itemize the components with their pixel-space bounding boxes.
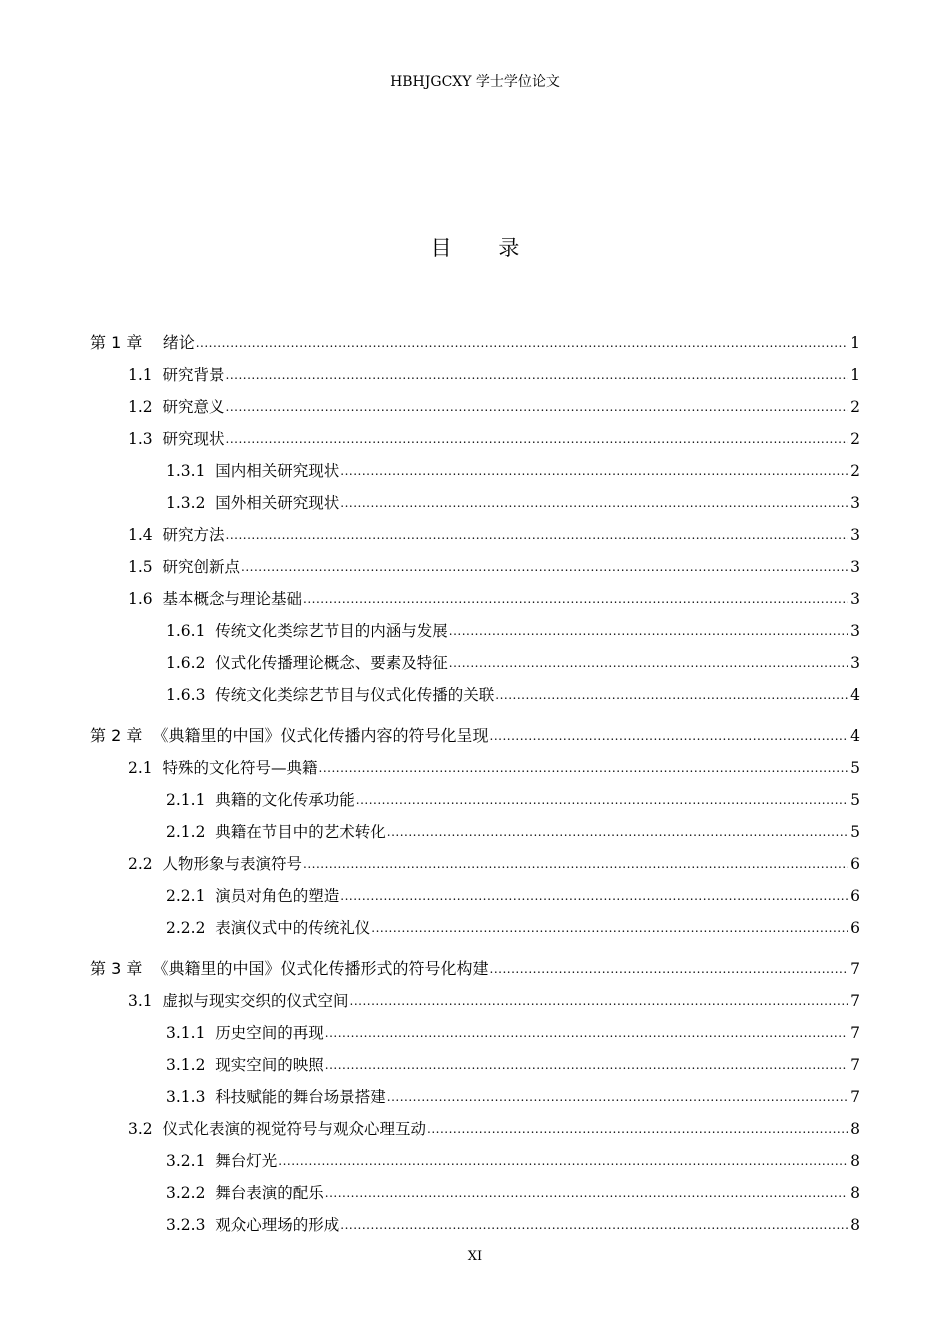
toc-leader-dots (371, 919, 848, 939)
toc-leader-dots (325, 1024, 848, 1044)
toc-entry-1-6-1[interactable] (166, 616, 860, 642)
toc-entry-page: 5 (850, 791, 860, 809)
page-header: HBHJGCXY 学士学位论文 (390, 74, 560, 90)
toc-entry-label: 2.2.1 演员对角色的塑造 (166, 887, 340, 905)
toc-entry-page: 7 (850, 1088, 860, 1106)
toc-entry-label: 1.6.3 传统文化类综艺节目与仪式化传播的关联 (166, 686, 495, 704)
toc-entry-2-2-2[interactable] (166, 913, 860, 939)
toc-entry-1-6-3[interactable] (166, 680, 860, 706)
toc-entry-label: 2.1.2 典籍在节目中的艺术转化 (166, 823, 386, 841)
toc-entry-page: 3 (850, 590, 860, 608)
toc-entry-page: 8 (850, 1152, 860, 1170)
toc-entry-label: 第 2 章 《典籍里的中国》仪式化传播内容的符号化呈现 (90, 726, 489, 745)
toc-entry-label: 3.2 仪式化表演的视觉符号与观众心理互动 (128, 1120, 427, 1138)
toc-entry-label: 1.3.1 国内相关研究现状 (166, 462, 340, 480)
toc-entry-3-1[interactable] (128, 986, 860, 1012)
toc-entry-label: 1.3 研究现状 (128, 430, 225, 448)
toc-entry-label: 1.6.2 仪式化传播理论概念、要素及特征 (166, 654, 448, 672)
toc-leader-dots (387, 1088, 848, 1108)
toc-entry-label: 第 3 章 《典籍里的中国》仪式化传播形式的符号化构建 (90, 959, 489, 978)
toc-leader-dots (356, 791, 848, 811)
toc-leader-dots (226, 398, 849, 418)
toc-entry-label: 1.6.1 传统文化类综艺节目的内涵与发展 (166, 622, 448, 640)
toc-entry-page: 7 (850, 1024, 860, 1042)
toc-leader-dots (278, 1152, 848, 1172)
toc-entry-page: 4 (850, 727, 860, 745)
toc-leader-dots (325, 1184, 848, 1204)
toc-leader-dots (241, 558, 848, 578)
toc-entry-1-1[interactable] (128, 360, 860, 386)
toc-entry-page: 6 (850, 919, 860, 937)
toc-leader-dots (340, 494, 848, 514)
toc-entry-page: 5 (850, 759, 860, 777)
toc-entry-label: 3.2.3 观众心理场的形成 (166, 1216, 340, 1234)
toc-entry-page: 7 (850, 960, 860, 978)
toc-entry-chapter-1[interactable] (90, 328, 860, 354)
toc-entry-label: 3.1.3 科技赋能的舞台场景搭建 (166, 1088, 386, 1106)
toc-leader-dots (196, 334, 848, 354)
toc-entry-1-3[interactable] (128, 424, 860, 450)
toc-entry-3-1-2[interactable] (166, 1050, 860, 1076)
toc-entry-3-2-3[interactable] (166, 1210, 860, 1236)
toc-leader-dots (226, 526, 849, 546)
toc-entry-page: 2 (850, 430, 860, 448)
toc-entry-1-6-2[interactable] (166, 648, 860, 674)
toc-entry-label: 1.6 基本概念与理论基础 (128, 590, 303, 608)
toc-entry-page: 7 (850, 992, 860, 1010)
toc-entry-label: 1.4 研究方法 (128, 526, 225, 544)
toc-entry-3-2-2[interactable] (166, 1178, 860, 1204)
toc-entry-1-3-2[interactable] (166, 488, 860, 514)
toc-entry-page: 6 (850, 887, 860, 905)
toc-leader-dots (303, 590, 848, 610)
toc-leader-dots (340, 1216, 848, 1236)
toc-leader-dots (387, 823, 848, 843)
toc-entry-label: 1.2 研究意义 (128, 398, 225, 416)
toc-entry-label: 3.2.2 舞台表演的配乐 (166, 1184, 324, 1202)
toc-entry-page: 7 (850, 1056, 860, 1074)
toc-entry-page: 6 (850, 855, 860, 873)
toc-entry-page: 3 (850, 558, 860, 576)
toc-entry-chapter-3[interactable] (90, 954, 860, 980)
toc-entry-1-4[interactable] (128, 520, 860, 546)
toc-title: 目 录 (430, 236, 540, 260)
toc-entry-2-2-1[interactable] (166, 881, 860, 907)
toc-entry-2-1-2[interactable] (166, 817, 860, 843)
toc-entry-label: 3.1.1 历史空间的再现 (166, 1024, 324, 1042)
toc-entry-1-6[interactable] (128, 584, 860, 610)
toc-entry-label: 第 1 章 绪论 (90, 333, 195, 352)
toc-entry-label: 2.1.1 典籍的文化传承功能 (166, 791, 355, 809)
toc-entry-page: 5 (850, 823, 860, 841)
toc-entry-page: 2 (850, 462, 860, 480)
toc-entry-label: 3.1 虚拟与现实交织的仪式空间 (128, 992, 349, 1010)
page-number: XI (467, 1249, 483, 1264)
toc-leader-dots (303, 855, 848, 875)
toc-entry-1-3-1[interactable] (166, 456, 860, 482)
toc-entry-page: 3 (850, 622, 860, 640)
toc-entry-page: 3 (850, 526, 860, 544)
toc-leader-dots (325, 1056, 848, 1076)
toc-entry-2-2[interactable] (128, 849, 860, 875)
toc-entry-3-1-3[interactable] (166, 1082, 860, 1108)
toc-entry-page: 3 (850, 494, 860, 512)
toc-entry-label: 2.2 人物形象与表演符号 (128, 855, 303, 873)
toc-entry-2-1-1[interactable] (166, 785, 860, 811)
toc-leader-dots (226, 430, 849, 450)
toc-entry-label: 3.1.2 现实空间的映照 (166, 1056, 324, 1074)
toc-leader-dots (350, 992, 849, 1012)
toc-leader-dots (449, 654, 848, 674)
toc-leader-dots (449, 622, 848, 642)
toc-leader-dots (490, 727, 849, 747)
toc-entry-page: 1 (850, 366, 860, 384)
toc-leader-dots (490, 960, 849, 980)
toc-entry-page: 4 (850, 686, 860, 704)
toc-leader-dots (495, 686, 848, 706)
toc-entry-3-1-1[interactable] (166, 1018, 860, 1044)
toc-entry-label: 1.5 研究创新点 (128, 558, 241, 576)
toc-leader-dots (340, 887, 848, 907)
toc-entry-page: 3 (850, 654, 860, 672)
toc-entry-page: 1 (850, 334, 860, 352)
toc-leader-dots (319, 759, 849, 779)
toc-entry-1-5[interactable] (128, 552, 860, 578)
toc-entry-page: 2 (850, 398, 860, 416)
toc-entry-page: 8 (850, 1120, 860, 1138)
toc-entry-page: 8 (850, 1216, 860, 1234)
toc-entry-1-2[interactable] (128, 392, 860, 418)
toc-entry-3-2[interactable] (128, 1114, 860, 1140)
toc-entry-label: 2.1 特殊的文化符号—典籍 (128, 759, 318, 777)
toc-leader-dots (340, 462, 848, 482)
toc-entry-label: 3.2.1 舞台灯光 (166, 1152, 278, 1170)
toc-entry-3-2-1[interactable] (166, 1146, 860, 1172)
toc-entry-page: 8 (850, 1184, 860, 1202)
toc-entry-label: 1.1 研究背景 (128, 366, 225, 384)
toc-entry-2-1[interactable] (128, 753, 860, 779)
toc-entry-label: 2.2.2 表演仪式中的传统礼仪 (166, 919, 371, 937)
toc-leader-dots (427, 1120, 848, 1140)
toc-entry-label: 1.3.2 国外相关研究现状 (166, 494, 340, 512)
toc-entry-chapter-2[interactable] (90, 721, 860, 747)
toc-leader-dots (226, 366, 849, 386)
